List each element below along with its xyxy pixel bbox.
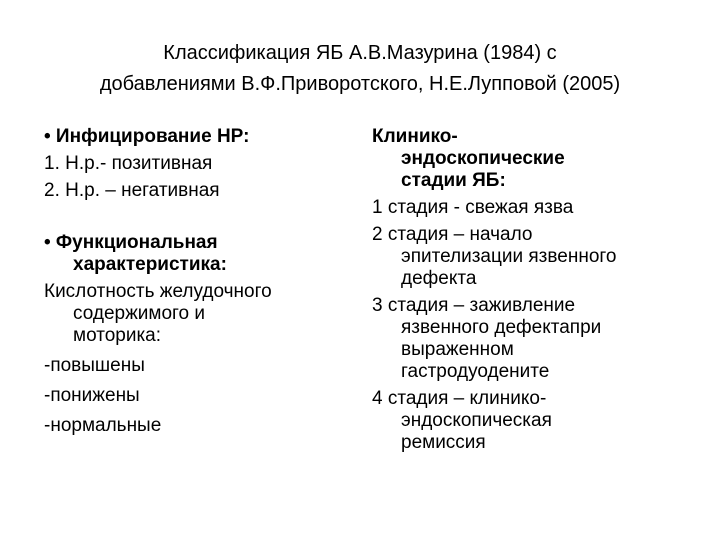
stage-3-cont-3: гастродуодените xyxy=(401,361,550,382)
acidity-label-cont-2: моторика: xyxy=(73,325,162,346)
stage-2-cont-1: эпителизации язвенного xyxy=(401,246,617,267)
stage-2-cont-2: дефекта xyxy=(401,268,477,289)
infection-heading: • Инфицирование НР: xyxy=(44,126,250,147)
stages-heading: Клинико- xyxy=(372,126,458,147)
title-line-2: добавлениями В.Ф.Приворотского, Н.Е.Лупповой (2005) xyxy=(99,73,621,95)
stage-3: 3 стадия – заживление xyxy=(372,295,576,316)
stage-2: 2 стадия – начало xyxy=(372,224,533,245)
functional-heading-cont: характеристика: xyxy=(73,254,227,275)
stage-3-cont-1: язвенного дефектапри xyxy=(401,317,602,338)
left-column xyxy=(44,126,344,437)
stage-4-cont-1: эндоскопическая xyxy=(401,410,552,431)
acidity-value-decreased: -понижены xyxy=(44,385,140,406)
acidity-label: Кислотность желудочного xyxy=(44,281,272,302)
acidity-value-normal: -нормальные xyxy=(44,415,162,436)
right-column xyxy=(372,126,692,454)
stage-1: 1 стадия - свежая язва xyxy=(372,197,574,218)
infection-item-negative: 2. Н.р. – негативная xyxy=(44,180,220,201)
infection-item-positive: 1. Н.р.- позитивная xyxy=(44,153,213,174)
acidity-value-increased: -повышены xyxy=(44,355,145,376)
title-line-1: Классификация ЯБ А.В.Мазурина (1984) с xyxy=(163,42,557,64)
stages-heading-cont-1: эндоскопические xyxy=(401,148,565,169)
functional-heading: • Функциональная xyxy=(44,232,218,253)
acidity-label-cont-1: содержимого и xyxy=(73,303,206,324)
stage-3-cont-2: выраженном xyxy=(401,339,514,360)
page-title xyxy=(0,38,720,100)
stage-4-cont-2: ремиссия xyxy=(401,432,486,453)
stages-heading-cont-2: стадии ЯБ: xyxy=(401,170,506,191)
stage-4: 4 стадия – клинико- xyxy=(372,388,547,409)
